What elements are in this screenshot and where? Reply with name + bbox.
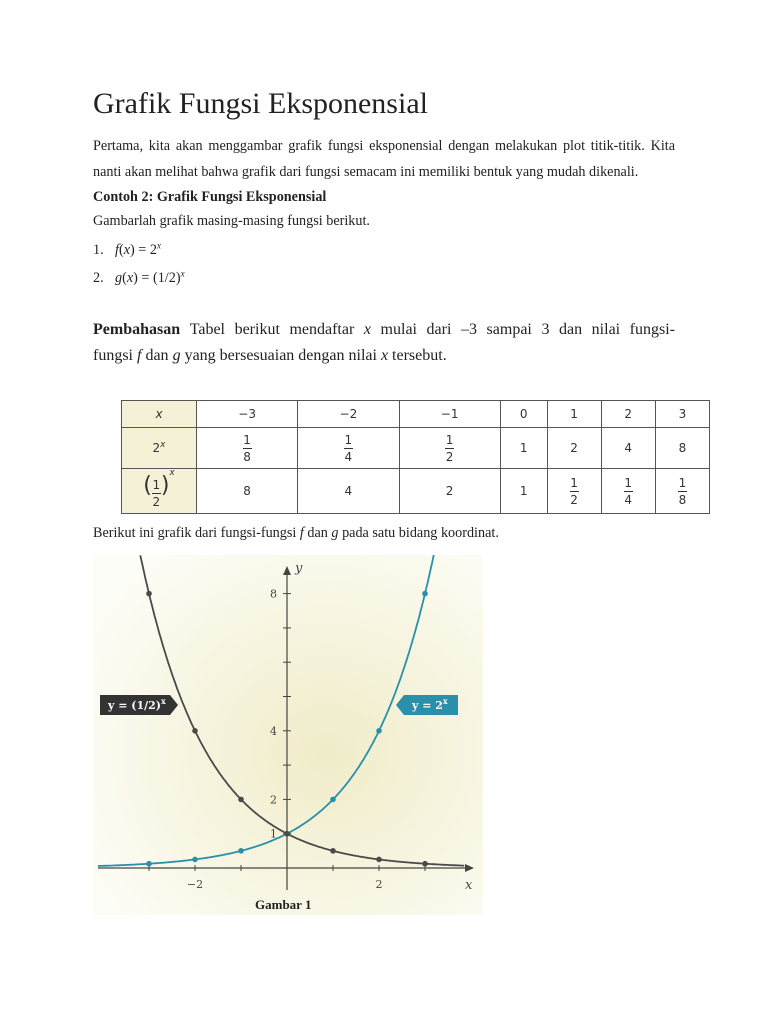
table-cell: $\frac{1}{2}$ [547, 469, 601, 514]
table-cell: $\frac{1}{4}$ [601, 469, 655, 514]
figure-caption: Gambar 1 [255, 897, 312, 912]
data-point-2x [422, 591, 428, 597]
table-cell: 2 [601, 401, 655, 428]
series-label-exp: x [161, 696, 166, 706]
x-tick-label: 2 [375, 878, 383, 891]
y-tick-label: 1 [270, 827, 277, 841]
table-cell: $\frac{1}{8}$ [655, 469, 709, 514]
table-cell: 4 [601, 428, 655, 469]
table-cell: 3 [655, 401, 709, 428]
table-cell: −2 [298, 401, 399, 428]
table-header-2x: 2$^x$ [122, 428, 197, 469]
table-header-half-x: ( $\frac{1}{2}$ )$^x$ [122, 469, 197, 514]
table-cell: 8 [197, 469, 298, 514]
table-row [122, 428, 710, 469]
y-tick-label: 8 [270, 587, 277, 601]
table-cell: 1 [500, 428, 547, 469]
data-point-2x [192, 857, 198, 863]
values-table [121, 400, 710, 514]
data-point-2x [376, 728, 382, 734]
table-row [122, 401, 710, 428]
table-row [122, 469, 710, 514]
data-point-2x [238, 848, 244, 854]
legend-2x [396, 695, 458, 715]
x-axis-label: x [465, 878, 473, 893]
series-label-text: $y = 2^x$ [412, 696, 448, 712]
table-cell: $\frac{1}{2}$ [399, 428, 500, 469]
data-point-half-x [146, 591, 152, 597]
table-cell: $\frac{1}{4}$ [298, 428, 399, 469]
table-header-x: x [122, 401, 197, 428]
legend-half-x [100, 695, 178, 715]
series-label-exp: x [442, 696, 448, 706]
table-cell: 1 [500, 469, 547, 514]
table-cell: −1 [399, 401, 500, 428]
y-tick-label: 4 [270, 724, 277, 738]
table-cell: 2 [399, 469, 500, 514]
data-point-half-x [192, 728, 198, 734]
series-label-text: $y = (1/2)^x$ [108, 696, 166, 712]
example-title: Contoh 2: Grafik Fungsi Eksponensial [93, 189, 327, 205]
data-point-half-x [422, 861, 428, 867]
graph-intro-text: Berikut ini grafik dari fungsi-fungsi f dan g pada satu bidang koordinat. [93, 525, 499, 541]
data-point-half-x [238, 797, 244, 803]
table-cell: 2 [547, 428, 601, 469]
table-cell: 4 [298, 469, 399, 514]
table-cell: 8 [655, 428, 709, 469]
data-point-half-x [376, 857, 382, 863]
x-tick-label: −2 [186, 878, 204, 891]
data-point-2x [146, 861, 152, 867]
table-cell: 0 [500, 401, 547, 428]
y-tick-label: 2 [270, 793, 277, 807]
table-cell: $\frac{1}{8}$ [197, 428, 298, 469]
data-point-half-x [284, 831, 290, 837]
data-point-2x [330, 797, 336, 803]
example-task: Gambarlah grafik masing-masing fungsi berikut. [93, 213, 370, 229]
pembahasan-paragraph: Pembahasan Tabel berikut mendaftar x mulai dari –3 sampai 3 dan nilai fungsi- fungsi f dan g yang bersesuaian dengan nilai x tersebut. [93, 321, 675, 364]
exponential-graph [93, 555, 483, 920]
table-cell: −3 [197, 401, 298, 428]
list-item: 2. $g(x) = (1/2)^x$ [93, 268, 185, 286]
y-axis-label: y [295, 561, 303, 576]
list-item: 1. $f(x) = 2^x$ [93, 240, 161, 258]
document-page [93, 84, 675, 369]
page-title: Grafik Fungsi Eksponensial [93, 87, 428, 120]
data-point-half-x [330, 848, 336, 854]
table-cell: 1 [547, 401, 601, 428]
intro-paragraph: Pertama, kita akan menggambar grafik fungsi eksponensial dengan melakukan plot titik-titik. Kita nanti akan melihat bahwa grafik dari fungsi semacam ini memiliki bentuk yang mudah dikenali. [93, 138, 675, 180]
